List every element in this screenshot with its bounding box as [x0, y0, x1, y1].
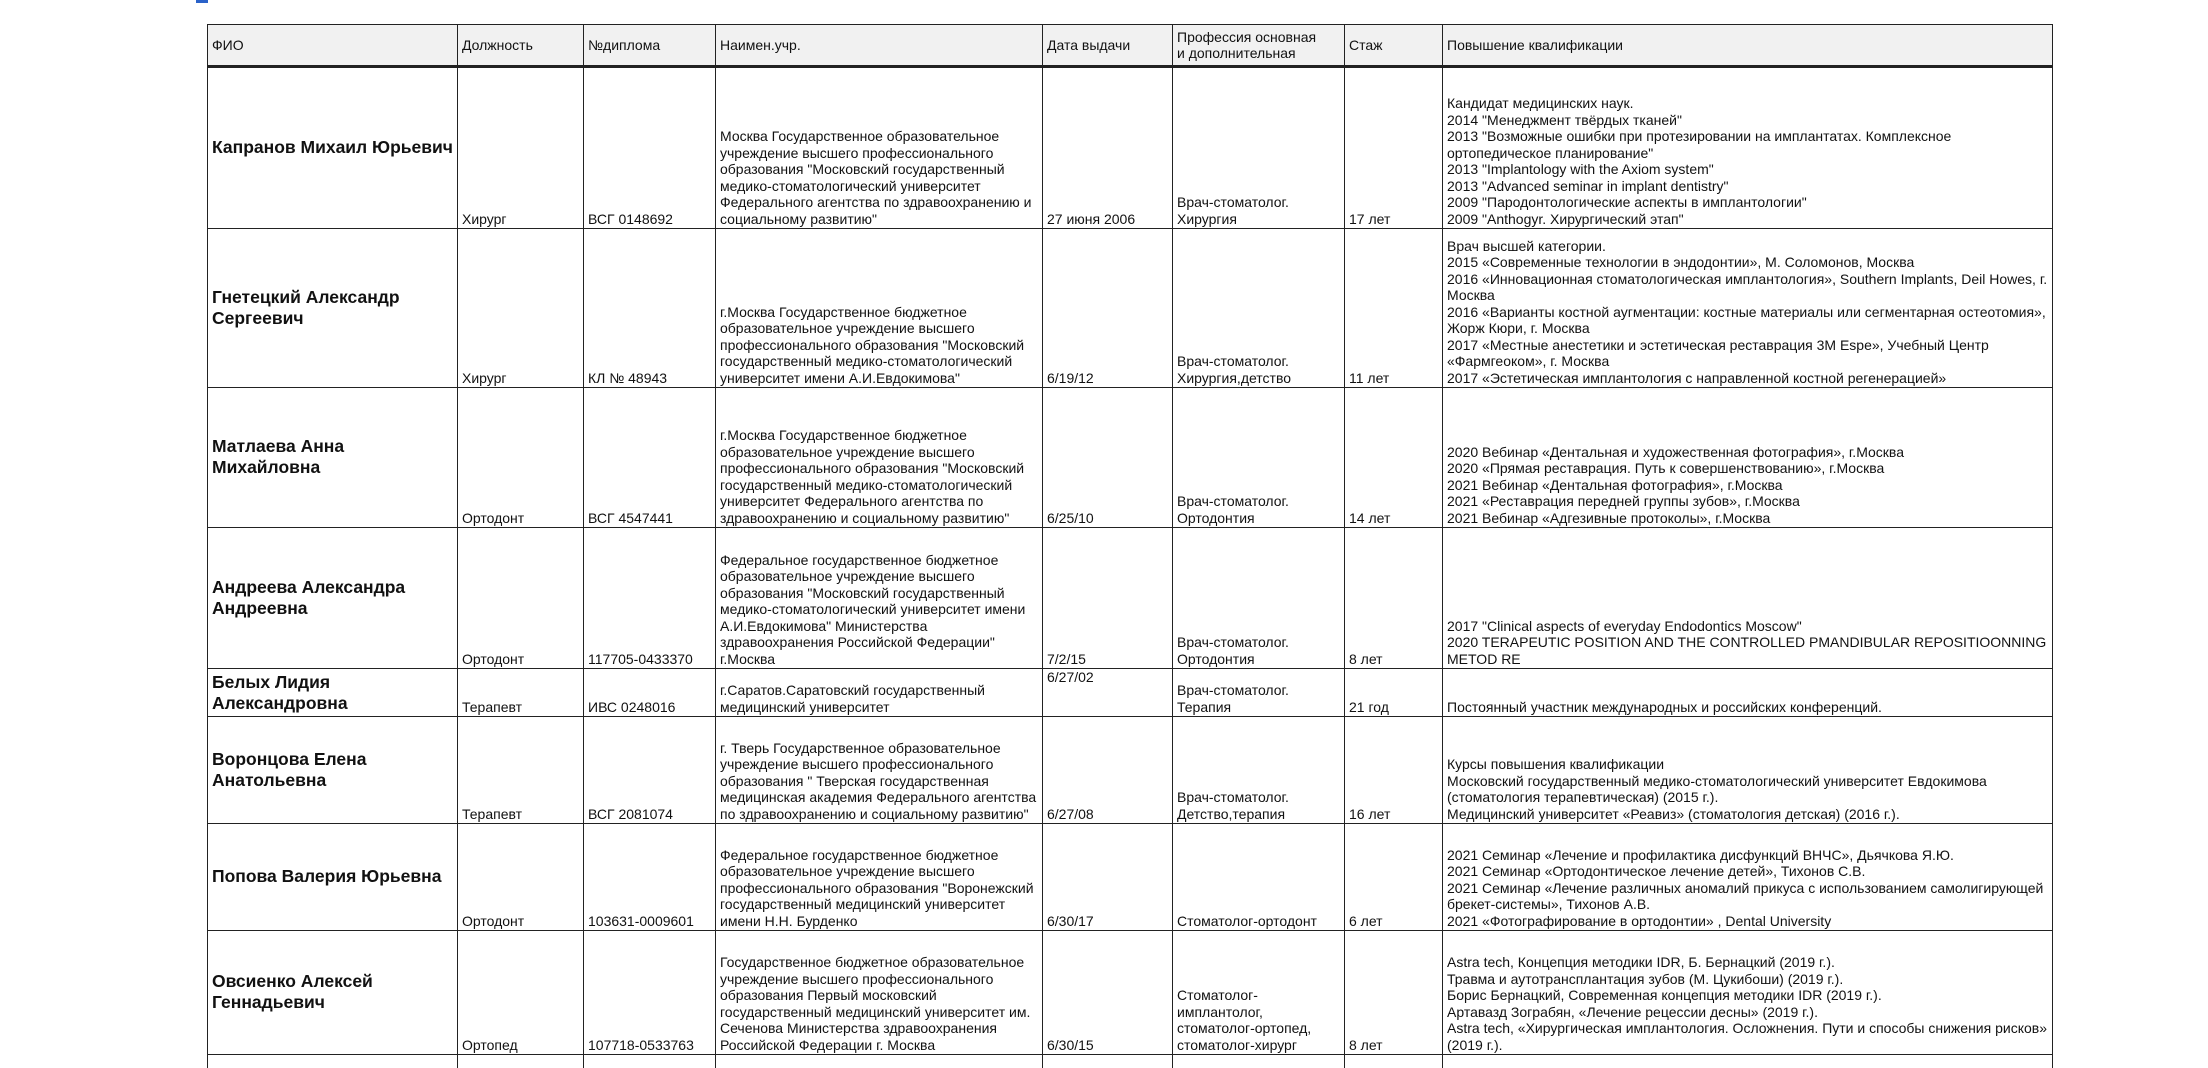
table-row	[208, 229, 2053, 388]
cell-date: 27 июня 2006	[1043, 67, 1173, 229]
cell-experience: 16 лет	[1345, 717, 1443, 824]
cell-date: 6/27/02	[1043, 669, 1173, 717]
cell-profession: Врач-стоматолог. Хирургия	[1173, 67, 1345, 229]
table-row	[208, 824, 2053, 931]
cell-profession: Врач-стоматолог. Терапия	[1173, 669, 1345, 717]
cell-position: Хирург	[458, 229, 584, 388]
staff-table-sheet	[207, 24, 2053, 1068]
table-row	[208, 528, 2053, 669]
cell-profession: Врач-стоматолог. Ортодонтия	[1173, 528, 1345, 669]
cell-profession: Стоматолог-имплантолог, стоматолог-ортопед, стоматолог-хирург	[1173, 931, 1345, 1055]
header-date: Дата выдачи	[1043, 25, 1173, 67]
cell-qualification: Курсы повышения квалификации Московский государственный медико-стоматологический университет Евдокимова (стоматология терапевтическая) (2015 г.). Медицинский университет «Реавиз» (стоматология детская) (2016 г.).	[1443, 717, 2053, 824]
cell-position: Терапевт	[458, 717, 584, 824]
header-qualification: Повышение квалификации	[1443, 25, 2053, 67]
cell-position: Ортопед	[458, 931, 584, 1055]
cell-experience: 14 лет	[1345, 388, 1443, 528]
table-row	[208, 388, 2053, 528]
header-row	[208, 25, 2053, 67]
cell-qualification: Врач высшей категории. 2015 «Современные технологии в эндодонтии», М. Соломонов, Москва 2016 «Инновационная стоматологическая имплантология», Southern Implants, Deil Howes, г. Москва 2016 «Варианты костной аугментации: костные материалы или сегментарная остеотомия», Жорж Кюри, г. Москва 2017 «Местные анестетики и эстетическая реставрация 3М Espe», Учебный Центр «Фармгеоком», г. Москва 2017 «Эстетическая имплантология с направленной костной регенерацией»	[1443, 229, 2053, 388]
cell-date: 6/30/17	[1043, 824, 1173, 931]
cell-name: Белых Лидия Александровна	[208, 669, 458, 717]
header-position: Должность	[458, 25, 584, 67]
cell-profession: Врач-стоматолог. Детство,терапия	[1173, 717, 1345, 824]
cell-position: Ортодонт	[458, 528, 584, 669]
table-row	[208, 669, 2053, 717]
table-row	[208, 67, 2053, 229]
cell-date: 6/25/10	[1043, 388, 1173, 528]
header-profession: Профессия основная и дополнительная	[1173, 25, 1345, 67]
cell-name: Гнетецкий Александр Сергеевич	[208, 229, 458, 388]
cell-experience: 8 лет	[1345, 528, 1443, 669]
cell-experience: 6 лет	[1345, 824, 1443, 931]
cell-position: Ортодонт	[458, 824, 584, 931]
cell-diploma: ВСГ 4547441	[584, 388, 716, 528]
top-edge-marker	[196, 0, 208, 3]
cell-position: Хирург	[458, 67, 584, 229]
table-row	[208, 931, 2053, 1055]
cell-qualification: 2017 "Clinical aspects of everyday Endodontics Moscow" 2020 TERAPEUTIC POSITION AND THE CONTROLLED PMANDIBULAR REPOSITIOONNING METOD RE	[1443, 528, 2053, 669]
cell-date: 6/27/08	[1043, 717, 1173, 824]
cell-institution: Федеральное государственное бюджетное образовательное учреждение высшего образования "Московский государственный медико-стоматологический университет имени А.И.Евдокимова" Министерства здравоохранения Российской Федерации" г.Москва	[716, 528, 1043, 669]
cell-experience: 21 год	[1345, 669, 1443, 717]
cell-date: 6/30/15	[1043, 931, 1173, 1055]
cell-institution: г. Тверь Государственное образовательное учреждение высшего профессионального образования " Тверская государственная медицинская академия Федерального агентства по здравоохранению и социальному развитию"	[716, 717, 1043, 824]
cell-diploma: КЛ № 48943	[584, 229, 716, 388]
cell-date: 6/19/12	[1043, 229, 1173, 388]
cell-name: Андреева Александра Андреевна	[208, 528, 458, 669]
cell-position: Терапевт	[458, 669, 584, 717]
cell-qualification: Astra tech, Концепция методики IDR, Б. Бернацкий (2019 г.). Травма и аутотрансплантация зубов (М. Цукибоши) (2019 г.). Борис Бернацкий, Современная концепция методики IDR (2019 г.). Артавазд Зограбян, «Лечение рецессии десны» (2019 г.). Astra tech, «Хирургическая имплантология. Осложнения. Пути и способы снижения рисков» (2019 г.).	[1443, 931, 2053, 1055]
cell-diploma: 107718-0533763	[584, 931, 716, 1055]
cell-date: 7/2/15	[1043, 528, 1173, 669]
staff-table	[207, 24, 2053, 1068]
cell-name: Овсиенко Алексей Геннадьевич	[208, 931, 458, 1055]
cell-profession: Врач-стоматолог. Ортодонтия	[1173, 388, 1345, 528]
next-row-partial	[208, 1055, 2053, 1068]
cell-diploma: ВСГ 0148692	[584, 67, 716, 229]
cell-profession: Стоматолог-ортодонт	[1173, 824, 1345, 931]
cell-institution: г.Саратов.Саратовский государственный медицинский университет	[716, 669, 1043, 717]
cell-name: Матлаева Анна Михайловна	[208, 388, 458, 528]
cell-diploma: ВСГ 2081074	[584, 717, 716, 824]
header-institution: Наимен.учр.	[716, 25, 1043, 67]
cell-diploma: ИВС 0248016	[584, 669, 716, 717]
cell-qualification: Кандидат медицинских наук. 2014 "Менеджмент твёрдых тканей" 2013 "Возможные ошибки при протезировании на имплантатах. Комплексное ортопедическое планирование" 2013 "Implantology with the Axiom system" 2013 "Advanced seminar in implant dentistry" 2009 "Пародонтологические аспекты в имплантологии" 2009 "Anthogyr. Хирургический этап"	[1443, 67, 2053, 229]
cell-qualification: Постоянный участник международных и российских конференций.	[1443, 669, 2053, 717]
cell-institution: г.Москва Государственное бюджетное образовательное учреждение высшего профессионального образования "Московский государственный медико-стоматологический университет имени А.И.Евдокимова"	[716, 229, 1043, 388]
cell-experience: 8 лет	[1345, 931, 1443, 1055]
cell-diploma: 103631-0009601	[584, 824, 716, 931]
header-experience: Стаж	[1345, 25, 1443, 67]
table-row	[208, 717, 2053, 824]
cell-qualification: 2020 Вебинар «Дентальная и художественная фотография», г.Москва 2020 «Прямая реставрация. Путь к совершенствованию», г.Москва 2021 Вебинар «Дентальная фотография», г.Москва 2021 «Реставрация передней группы зубов», г.Москва 2021 Вебинар «Адгезивные протоколы», г.Москва	[1443, 388, 2053, 528]
cell-institution: г.Москва Государственное бюджетное образовательное учреждение высшего профессионального образования "Московский государственный медико-стоматологический университет Федерального агентства по здравоохранению и социальному развитию"	[716, 388, 1043, 528]
cell-experience: 11 лет	[1345, 229, 1443, 388]
cell-diploma: 117705-0433370	[584, 528, 716, 669]
cell-name: Попова Валерия Юрьевна	[208, 824, 458, 931]
cell-institution: Федеральное государственное бюджетное образовательное учреждение высшего профессионального образования "Воронежский государственный медицинский университет имени Н.Н. Бурденко	[716, 824, 1043, 931]
cell-profession: Врач-стоматолог. Хирургия,детство	[1173, 229, 1345, 388]
cell-position: Ортодонт	[458, 388, 584, 528]
cell-experience: 17 лет	[1345, 67, 1443, 229]
cell-name: Воронцова Елена Анатольевна	[208, 717, 458, 824]
cell-name: Капранов Михаил Юрьевич	[208, 67, 458, 229]
cell-qualification: 2021 Семинар «Лечение и профилактика дисфункций ВНЧС», Дьячкова Я.Ю. 2021 Семинар «Ортодонтическое лечение детей», Тихонов С.В. 2021 Семинар «Лечение различных аномалий прикуса с использованием самолигирующей брекет-системы», Тихонов А.В. 2021 «Фотографирование в ортодонтии» , Dental University	[1443, 824, 2053, 931]
cell-institution: Государственное бюджетное образовательное учреждение высшего профессионального образования Первый московский государственный медицинский университет им. Сеченова Министерства здравоохранения Российской Федерации г. Москва	[716, 931, 1043, 1055]
header-fio: ФИО	[208, 25, 458, 67]
cell-institution: Москва Государственное образовательное учреждение высшего профессионального образования "Московский государственный медико-стоматологический университет Федерального агентства по здравоохранению и социальному развитию"	[716, 67, 1043, 229]
header-diploma: №диплома	[584, 25, 716, 67]
